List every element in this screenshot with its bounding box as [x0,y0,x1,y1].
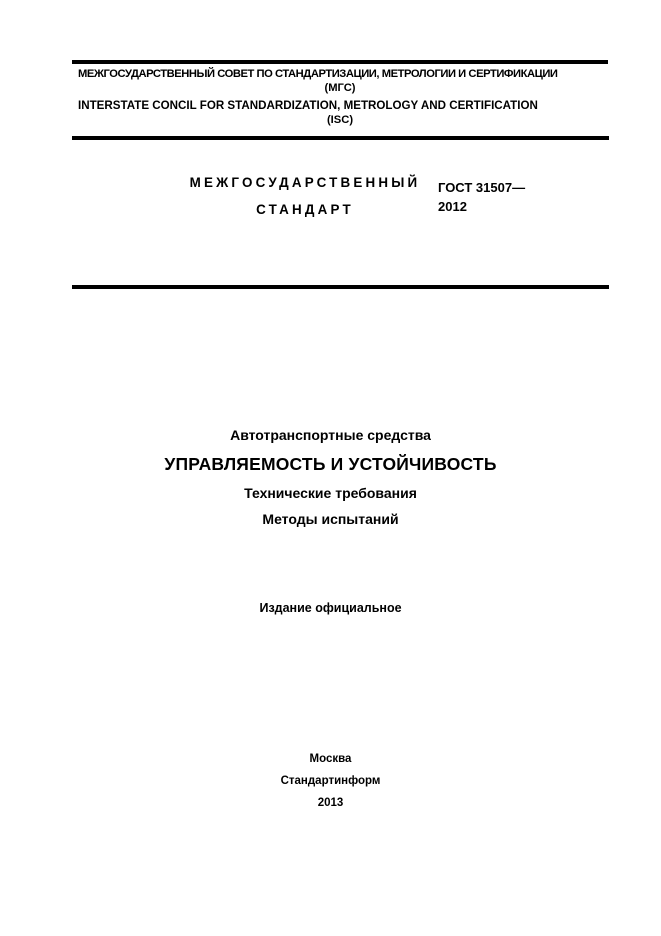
title-main: УПРАВЛЯЕМОСТЬ И УСТОЙЧИВОСТЬ [164,454,497,474]
title-part2: Методы испытаний [262,511,399,527]
council-header [72,60,608,127]
standard-number [438,178,525,216]
publisher-name: Стандартинформ [280,775,381,787]
standard-type-line1: МЕЖГОСУДАРСТВЕННЫЙ [189,175,421,190]
council-abbr-en: (ISC) [326,114,354,126]
standard-number-line2: 2012 [438,199,467,214]
standard-divider [72,285,609,289]
title-part1: Технические требования [244,485,417,501]
edition-label: Издание официальное [259,601,402,615]
standard-type-line2: СТАНДАРТ [256,202,354,217]
publication-year: 2013 [317,797,344,809]
standard-number-line1: ГОСТ 31507— [438,180,526,195]
council-name-en: INTERSTATE CONCIL FOR STANDARDIZATION, METROLOGY AND CERTIFICATION [78,99,538,112]
council-abbr-ru: (МГС) [324,82,356,94]
publisher-city: Москва [309,753,352,765]
title-subject: Автотранспортные средства [230,427,431,443]
header-divider [72,136,609,140]
council-name-ru: МЕЖГОСУДАРСТВЕННЫЙ СОВЕТ ПО СТАНДАРТИЗАЦИИ, МЕТРОЛОГИИ И СЕРТИФИКАЦИИ [78,68,558,80]
